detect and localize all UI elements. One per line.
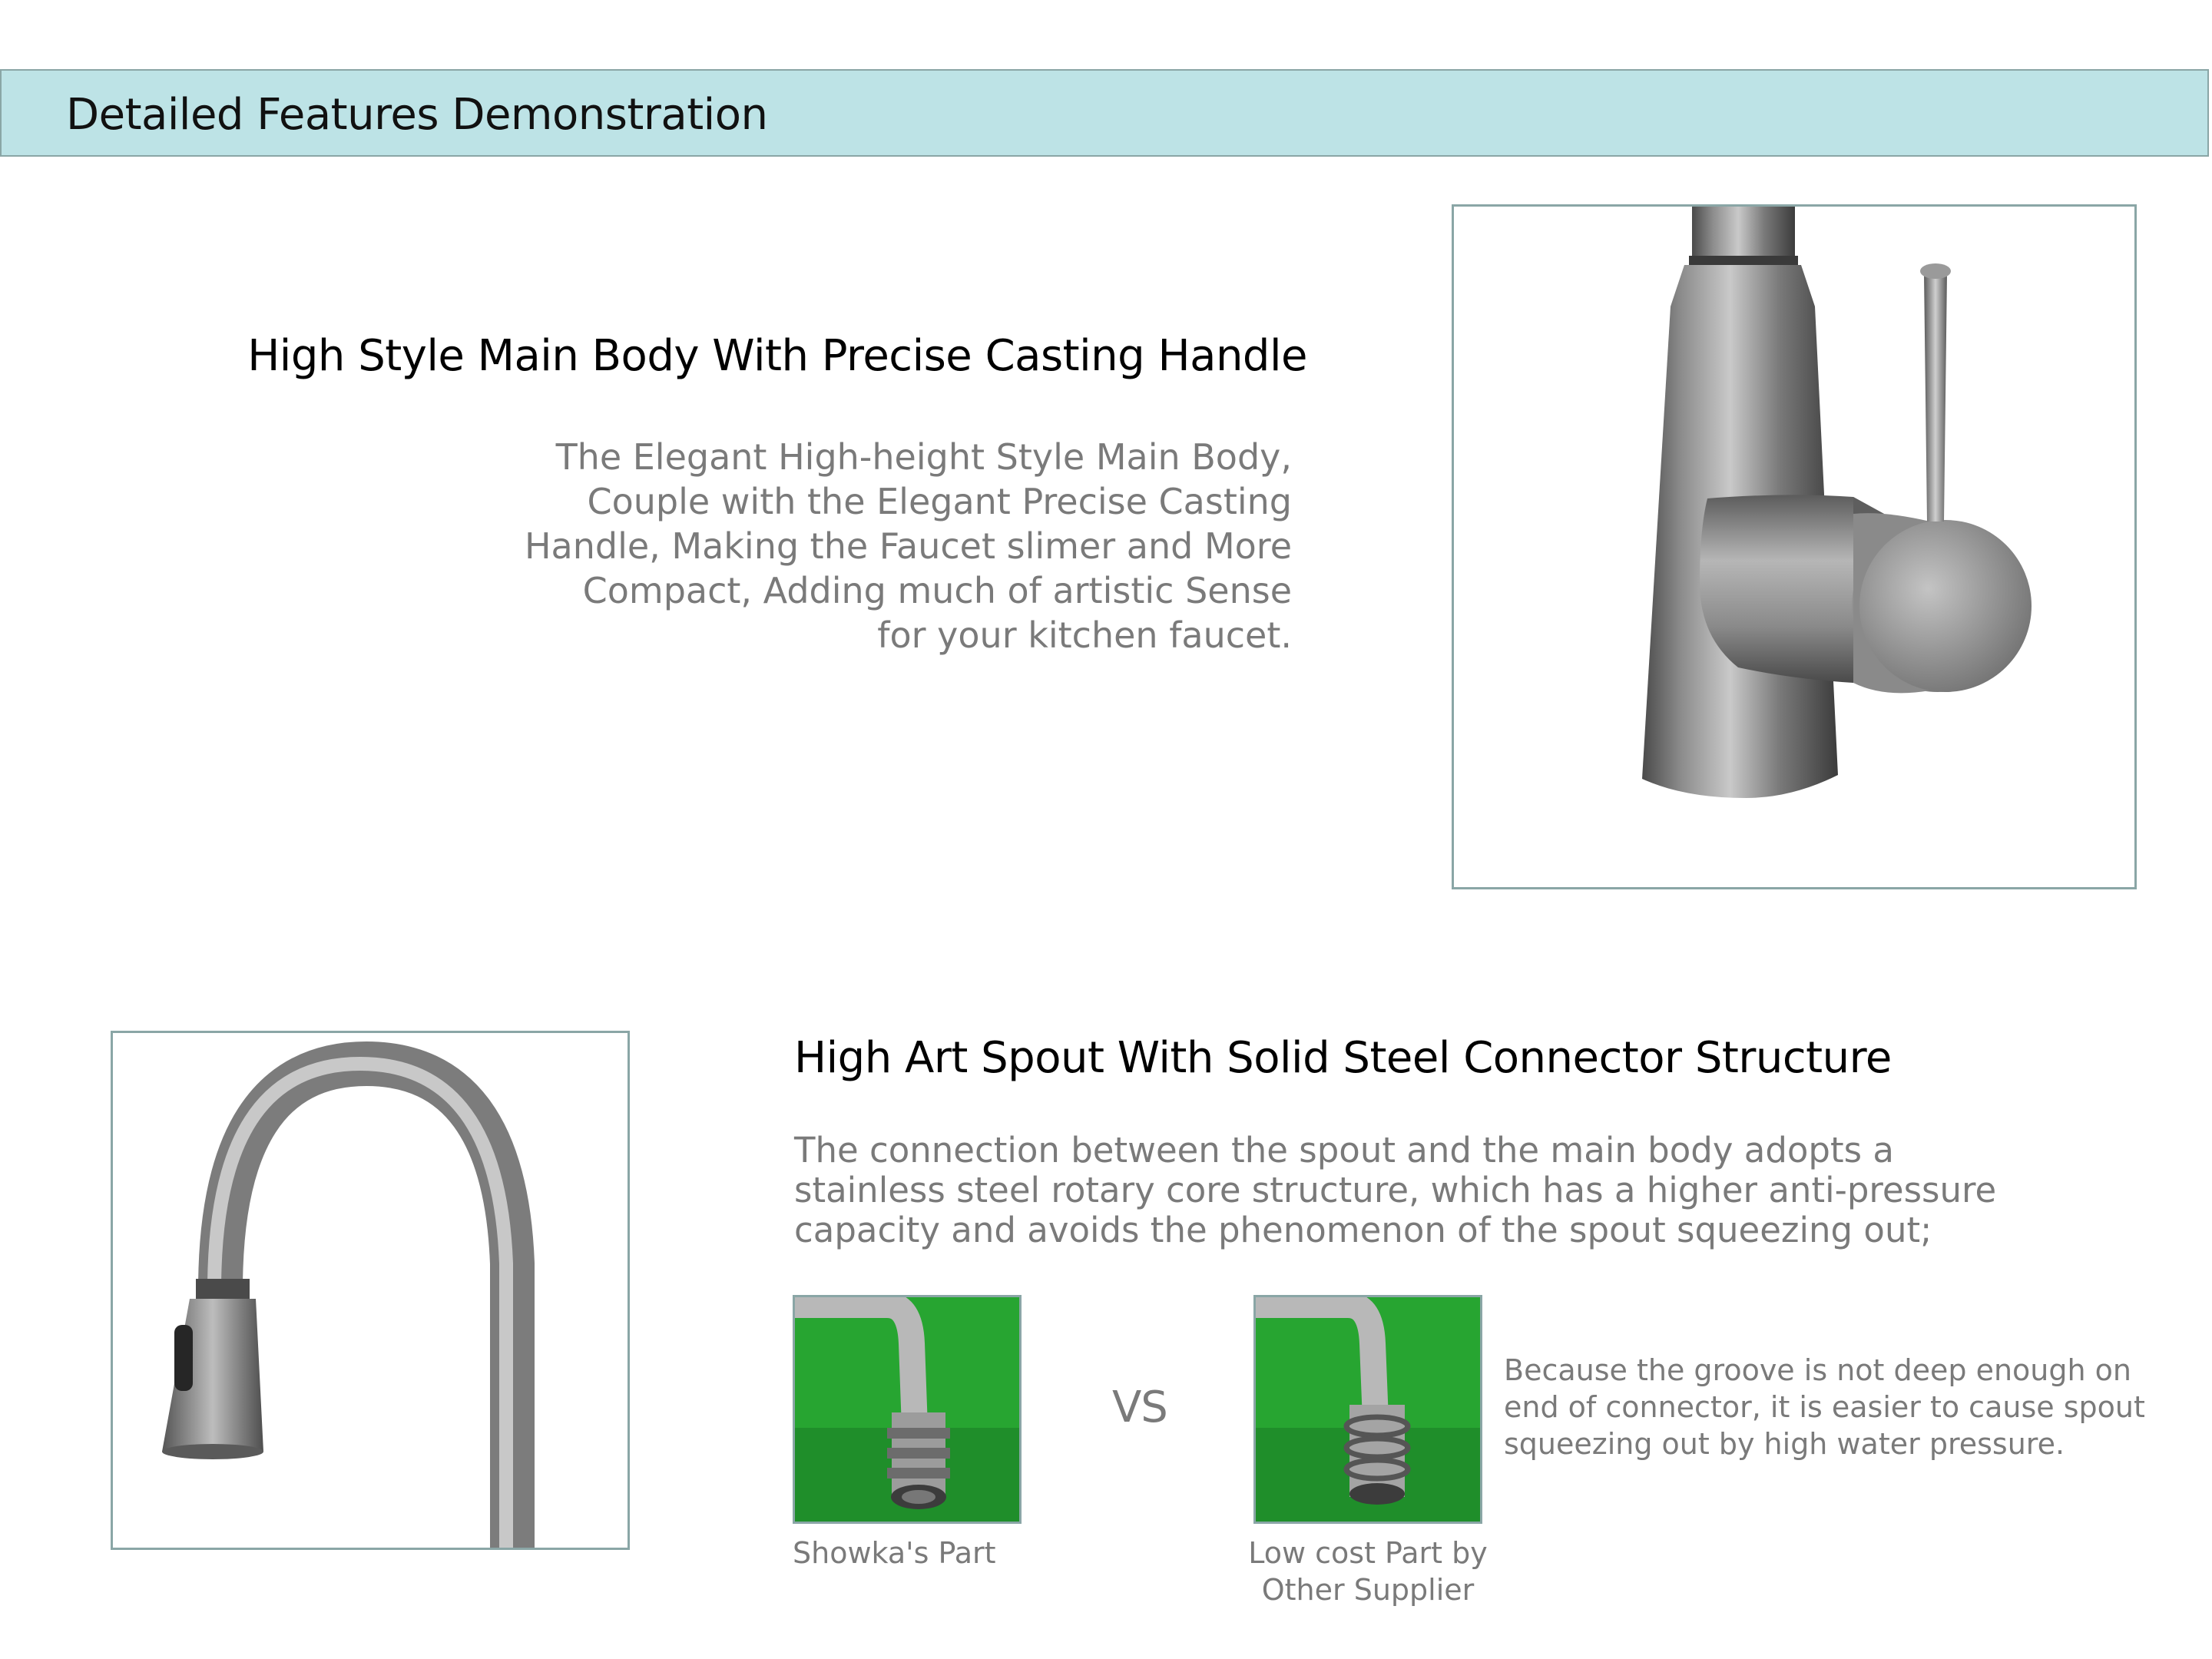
- section1-title: High Style Main Body With Precise Casting Handle: [247, 331, 1307, 381]
- other-connector-illustration: [1256, 1297, 1480, 1522]
- other-supplier-caption-line2: Other Supplier: [1261, 1573, 1475, 1607]
- vs-label: VS: [1112, 1382, 1167, 1432]
- faucet-body-illustration: [1454, 207, 2134, 887]
- showka-part-caption: Showka's Part: [793, 1536, 996, 1570]
- other-supplier-caption: [1237, 1535, 1499, 1608]
- other-supplier-caption-line1: Low cost Part by: [1248, 1536, 1488, 1570]
- section1-description: The Elegant High-height Style Main Body, Couple with the Elegant Precise Casting Handle, Making the Faucet slimer and More Compact, Adding much of artistic Sense for your kitchen faucet.: [524, 436, 1292, 656]
- faucet-spout-image: [111, 1031, 630, 1550]
- faucet-spout-illustration: [113, 1033, 628, 1548]
- showka-part-image: [793, 1295, 1022, 1524]
- section2-description: The connection between the spout and the main body adopts a stainless steel rotary core structure, which has a higher anti-pressure capacity and avoids the phenomenon of the spout squeezing out;: [794, 1130, 1997, 1250]
- showka-connector-illustration: [795, 1297, 1019, 1522]
- comparison-note: Because the groove is not deep enough on end of connector, it is easier to cause spout squeezing out by high water pressure.: [1504, 1353, 2145, 1461]
- other-supplier-part-image: [1253, 1295, 1482, 1524]
- page-title: Detailed Features Demonstration: [66, 90, 768, 140]
- faucet-body-image: [1452, 204, 2137, 889]
- section2-title: High Art Spout With Solid Steel Connector Structure: [794, 1033, 1892, 1083]
